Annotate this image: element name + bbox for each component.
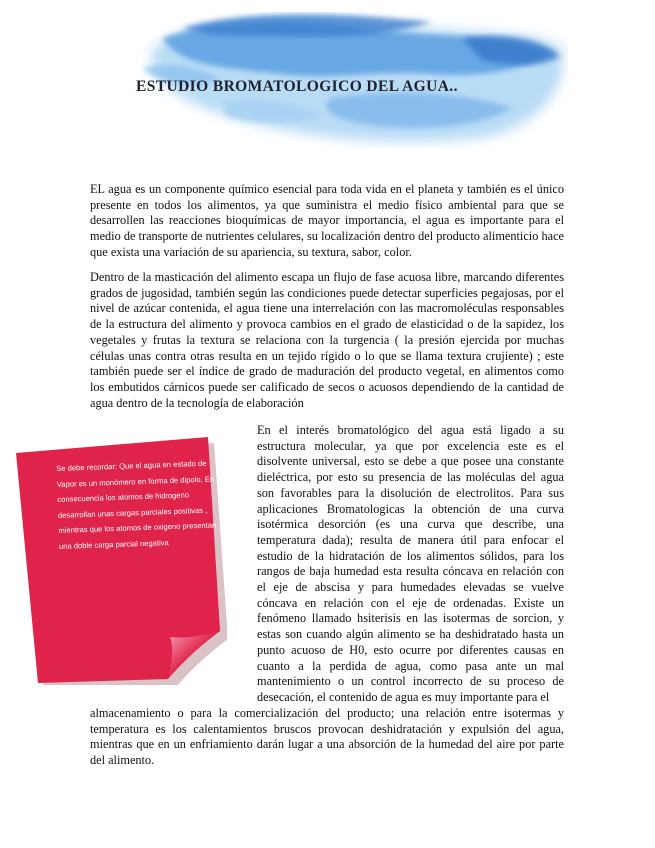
page-title: ESTUDIO BROMATOLOGICO DEL AGUA.. [136, 78, 458, 95]
reminder-note-text: Se debe recordar: Que el agua en estado de Vapor es un monómero en forma de dipolo, En consecuencia los atomos de hidrogeno desarrollan unas cargas parciales positivas , mientras que los atomos de oxigeno presentan una doble carga parcial negativa [56, 458, 217, 551]
paragraph-almacenamiento: almacenamiento o para la comercialización del producto; una relación entre isotermas y temperatura es los calentamientos bruscos provocan deshidratación y expulsión del agua, mientras que en un enfriamiento darán lugar a una absorción de la humedad del aire por parte del alimento. [90, 706, 564, 768]
paragraph-masticacion: Dentro de la masticación del alimento escapa un flujo de fase acuosa libre, marcando diferentes grados de jugosidad, también según las condiciones puede detectar superficies pegajosas, por el nivel de azúcar contenida, el agua tiene una interrelación con las macromoléculas responsables de la estructura del alimento y provoca cambios en el grado de elasticidad o de la sapidez, los vegetales y frutas la textura se relaciona con la turgencia ( la presión ejercida por muchas células unas contra otras resulta en un tejido rígido o lo que se llama textura crujiente) ; este también puede ser el índice de grado de maduración del producto vegetal, en alimentos como los embutidos cárnicos puede ser calificado de secos o acuosos dependiendo de la cantidad de agua dentro de la tecnología de elaboración [90, 270, 564, 410]
paragraph-intro: EL agua es un componente químico esencial para toda vida en el planeta y también es el único presente en todos los alimentos, ya que suministra el medio físico ambiental para que se desarrollen las reacciones bioquímicas de mayor importancia, el agua es importante para el medio de transporte de nutrientes celulares, su localización dentro del producto alimenticio hace que exista una variación de su apariencia, su textura, sabor, color. [90, 182, 564, 259]
reminder-note-card [12, 425, 227, 685]
paragraph-bromatologico: En el interés bromatológico del agua está ligado a su estructura molecular, ya que por excelencia este es el disolvente universal, esto se debe a que posee una constante dieléctrica, por esto su presencia de las moléculas del agua son favorables para la disolución de electrolitos. Para sus aplicaciones Bromatologicas la obtención de una curva isotérmica desorción (es una curva que describe, una temperatura dada); resulta de manera útil para enfocar el estudio de la hidratación de los alimentos sólidos, para los rangos de baja humedad esta resulta cóncava en relación con el eje de abscisa y para humedades elevadas se vuelve cóncava en relación con el eje de ordenadas. Existe un fenómeno llamado hsiterisis en las isotermas de sorcion, y estas son cuando algún alimento se ha deshidratado hasta un punto acuoso de H0, esto ocurre por diferentes causas en cuanto a la perdida de agua, como pasa ante un mal mantenimiento o un control incorrecto de su proceso de desecación, el contenido de agua es muy importante para el [257, 423, 564, 704]
